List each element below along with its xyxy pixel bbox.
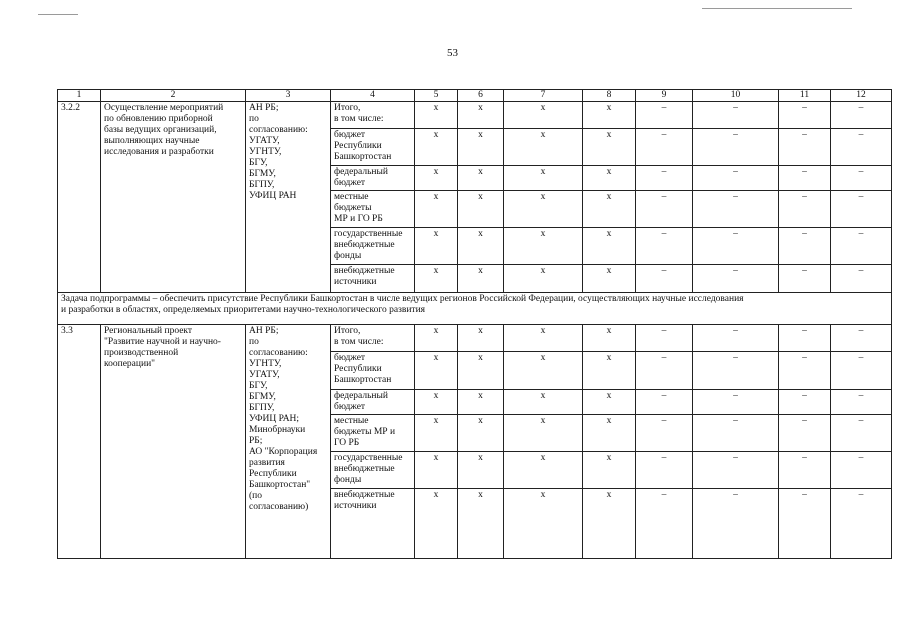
cell-value: х — [504, 129, 583, 166]
cell-value: х — [415, 452, 458, 489]
cell-value: х — [458, 352, 504, 390]
cell-value: х — [458, 129, 504, 166]
cell-value: – — [779, 415, 831, 452]
column-number-row — [58, 90, 892, 102]
cell-value: – — [779, 352, 831, 390]
cell-value: х — [458, 228, 504, 265]
funding-source: местные бюджеты МР и ГО РБ — [331, 415, 415, 452]
col-header: 4 — [331, 90, 415, 102]
cell-value: х — [583, 265, 636, 293]
subprogram-task: Задача подпрограммы – обеспечить присутствие Республики Башкортостан в числе ведущих регионов Российской Федерации, осуществляющих научные исследования и разработки в областях, определяемых приоритетами научно-технологического развития — [58, 293, 892, 325]
cell-value: х — [415, 191, 458, 228]
cell-value: х — [458, 191, 504, 228]
cell-value: – — [831, 452, 892, 489]
cell-value: х — [458, 325, 504, 352]
col-header: 3 — [246, 90, 331, 102]
cell-value: – — [779, 265, 831, 293]
cell-value: – — [693, 452, 779, 489]
funding-source: Итого, в том числе: — [331, 102, 415, 129]
cell-value: х — [415, 415, 458, 452]
program-table — [57, 89, 892, 559]
cell-value: – — [779, 129, 831, 166]
cell-value: – — [693, 352, 779, 390]
cell-value: – — [779, 191, 831, 228]
cell-value: – — [831, 102, 892, 129]
col-header: 11 — [779, 90, 831, 102]
cell-value: х — [504, 265, 583, 293]
cell-value: х — [415, 129, 458, 166]
table-row — [58, 325, 892, 352]
cell-value: х — [415, 228, 458, 265]
cell-value: х — [583, 228, 636, 265]
col-header: 1 — [58, 90, 101, 102]
item-executor: АН РБ; по согласованию: УГНТУ, УГАТУ, БГУ, БГМУ, БГПУ, УФИЦ РАН; Минобрнауки РБ; АО "Корпорация развития Республики Башкортостан" (по согласованию) — [246, 325, 331, 559]
funding-source: федеральный бюджет — [331, 166, 415, 191]
cell-value: х — [504, 102, 583, 129]
cell-value: – — [831, 390, 892, 415]
col-header: 5 — [415, 90, 458, 102]
cell-value: х — [504, 489, 583, 559]
scan-artifact-right — [702, 8, 852, 9]
funding-source: местные бюджеты МР и ГО РБ — [331, 191, 415, 228]
cell-value: – — [831, 166, 892, 191]
col-header: 9 — [636, 90, 693, 102]
funding-source: государственные внебюджетные фонды — [331, 452, 415, 489]
item-code: 3.3 — [58, 325, 101, 559]
cell-value: х — [583, 489, 636, 559]
cell-value: – — [693, 129, 779, 166]
cell-value: – — [636, 489, 693, 559]
cell-value: – — [779, 228, 831, 265]
cell-value: х — [415, 390, 458, 415]
col-header: 8 — [583, 90, 636, 102]
col-header: 2 — [101, 90, 246, 102]
cell-value: – — [831, 129, 892, 166]
cell-value: – — [636, 325, 693, 352]
cell-value: – — [831, 415, 892, 452]
cell-value: х — [583, 191, 636, 228]
cell-value: – — [636, 415, 693, 452]
funding-source: бюджет Республики Башкортостан — [331, 129, 415, 166]
cell-value: – — [831, 228, 892, 265]
cell-value: – — [779, 452, 831, 489]
funding-source: внебюджетные источники — [331, 489, 415, 559]
cell-value: х — [458, 390, 504, 415]
cell-value: х — [583, 352, 636, 390]
cell-value: х — [458, 265, 504, 293]
cell-value: х — [415, 166, 458, 191]
col-header: 10 — [693, 90, 779, 102]
item-code: 3.2.2 — [58, 102, 101, 293]
cell-value: – — [636, 129, 693, 166]
cell-value: х — [583, 415, 636, 452]
cell-value: – — [636, 352, 693, 390]
cell-value: х — [583, 129, 636, 166]
cell-value: – — [779, 489, 831, 559]
cell-value: х — [583, 452, 636, 489]
cell-value: х — [583, 102, 636, 129]
cell-value: х — [458, 102, 504, 129]
funding-source: государственные внебюджетные фонды — [331, 228, 415, 265]
scan-artifact-left — [38, 14, 78, 15]
cell-value: – — [693, 325, 779, 352]
cell-value: х — [415, 352, 458, 390]
cell-value: – — [636, 166, 693, 191]
col-header: 6 — [458, 90, 504, 102]
col-header: 12 — [831, 90, 892, 102]
funding-source: Итого, в том числе: — [331, 325, 415, 352]
cell-value: х — [583, 390, 636, 415]
col-header: 7 — [504, 90, 583, 102]
cell-value: х — [458, 452, 504, 489]
cell-value: х — [583, 166, 636, 191]
cell-value: – — [693, 166, 779, 191]
cell-value: х — [504, 352, 583, 390]
cell-value: х — [504, 452, 583, 489]
item-name: Региональный проект "Развитие научной и научно- производственной кооперации" — [101, 325, 246, 559]
cell-value: х — [504, 390, 583, 415]
cell-value: – — [693, 489, 779, 559]
cell-value: – — [693, 390, 779, 415]
item-executor: АН РБ; по согласованию: УГАТУ, УГНТУ, БГУ, БГМУ, БГПУ, УФИЦ РАН — [246, 102, 331, 293]
cell-value: – — [636, 102, 693, 129]
cell-value: – — [693, 265, 779, 293]
funding-source: внебюджетные источники — [331, 265, 415, 293]
cell-value: х — [504, 166, 583, 191]
cell-value: – — [693, 228, 779, 265]
cell-value: – — [779, 325, 831, 352]
cell-value: х — [415, 489, 458, 559]
item-name: Осуществление мероприятий по обновлению приборной базы ведущих организаций, выполняющих научные исследования и разработки — [101, 102, 246, 293]
cell-value: х — [504, 228, 583, 265]
cell-value: х — [504, 191, 583, 228]
table-row — [58, 102, 892, 129]
funding-source: федеральный бюджет — [331, 390, 415, 415]
cell-value: х — [458, 166, 504, 191]
cell-value: х — [583, 325, 636, 352]
cell-value: х — [458, 415, 504, 452]
cell-value: – — [693, 415, 779, 452]
cell-value: – — [636, 191, 693, 228]
cell-value: х — [458, 489, 504, 559]
cell-value: – — [636, 265, 693, 293]
cell-value: – — [779, 102, 831, 129]
cell-value: х — [415, 325, 458, 352]
cell-value: – — [779, 390, 831, 415]
cell-value: – — [636, 228, 693, 265]
cell-value: – — [693, 191, 779, 228]
cell-value: – — [831, 489, 892, 559]
cell-value: х — [504, 415, 583, 452]
task-row — [58, 293, 892, 325]
page-number: 53 — [447, 47, 458, 59]
funding-source: бюджет Республики Башкортостан — [331, 352, 415, 390]
cell-value: – — [779, 166, 831, 191]
cell-value: – — [831, 191, 892, 228]
cell-value: – — [831, 352, 892, 390]
cell-value: – — [636, 452, 693, 489]
cell-value: х — [415, 102, 458, 129]
cell-value: – — [636, 390, 693, 415]
cell-value: х — [415, 265, 458, 293]
cell-value: – — [831, 325, 892, 352]
cell-value: х — [504, 325, 583, 352]
cell-value: – — [831, 265, 892, 293]
cell-value: – — [693, 102, 779, 129]
